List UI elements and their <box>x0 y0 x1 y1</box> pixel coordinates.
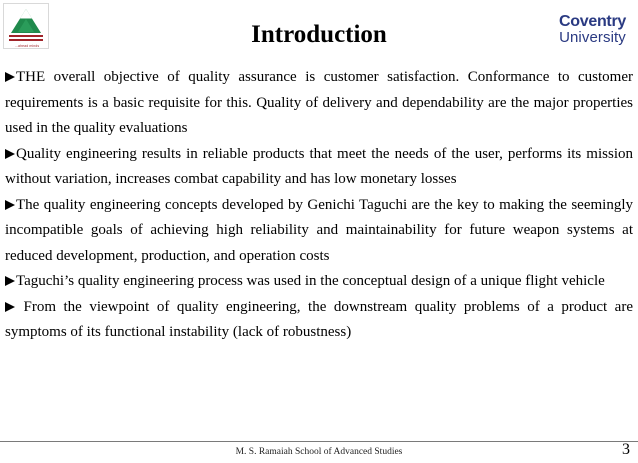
bullet-text: THE overall objective of quality assurance is customer satisfaction. Conformance to customer requirements is a basic requisite for this. Quality of delivery and dependability are the major properties used in the quality evaluations <box>5 69 633 136</box>
logo-tagline: ...ahead minds <box>14 44 40 48</box>
bullet-point <box>5 295 633 346</box>
slide-body <box>5 65 633 346</box>
bullet-text: The quality engineering concepts developed by Genichi Taguchi are the key to making the seemingly incompatible goals of achieving high reliability and maintainability for future weapon systems at reduced development, production, and operation costs <box>5 196 633 264</box>
bullet-point <box>5 65 633 142</box>
bullet-text: Taguchi’s quality engineering process was used in the conceptual design of a unique flight vehicle <box>16 273 605 289</box>
arrow-bullet-icon <box>5 276 15 286</box>
arrow-bullet-icon <box>5 149 15 159</box>
footer-divider <box>0 441 638 442</box>
arrow-bullet-icon <box>5 72 15 82</box>
slide-title: Introduction <box>251 21 387 48</box>
logo-word-university: University <box>559 29 626 46</box>
bullet-text: From the viewpoint of quality engineering, the downstream quality problems of a product are symptoms of its functional instability (lack of robustness) <box>5 298 633 340</box>
logo-word-coventry: Coventry <box>559 13 626 30</box>
footer-institution: M. S. Ramaiah School of Advanced Studies <box>235 447 403 457</box>
arrow-bullet-icon <box>5 302 15 312</box>
arrow-bullet-icon <box>5 200 15 210</box>
page-number: 3 <box>622 441 630 458</box>
bullet-point <box>5 269 633 295</box>
bullet-point <box>5 193 633 270</box>
bullet-text: Quality engineering results in reliable products that meet the needs of the user, performs its mission without variation, increases combat capability and has low monetary losses <box>5 145 633 187</box>
bullet-point <box>5 142 633 193</box>
